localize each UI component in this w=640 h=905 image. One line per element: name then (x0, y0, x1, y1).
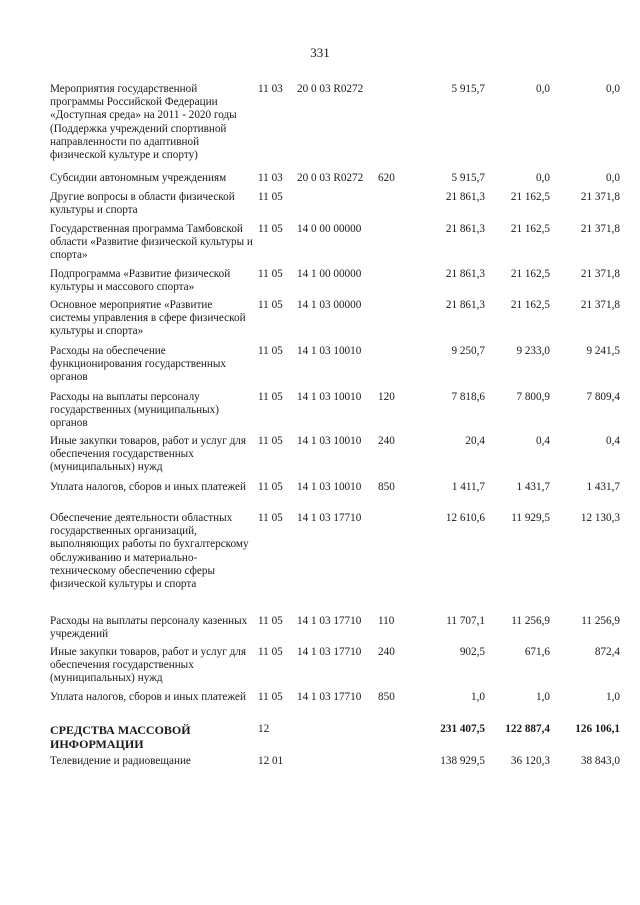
row-target-code: 14 1 03 10010 (297, 345, 362, 357)
row-name: Субсидии автономным учреждениям (50, 172, 227, 184)
row-name: Уплата налогов, сборов и иных платежей (50, 481, 246, 493)
row-value-year1: 21 861,3 (445, 268, 485, 280)
row-section-code: 11 05 (258, 512, 283, 524)
row-value-year3: 21 371,8 (580, 268, 620, 280)
row-section-code: 11 03 (258, 172, 283, 184)
row-value-year1: 21 861,3 (445, 299, 485, 311)
row-value-year2: 0,0 (536, 83, 550, 95)
row-name: СРЕДСТВА МАССОВОЙ ИНФОРМАЦИИ (50, 723, 191, 751)
row-value-year1: 1 411,7 (451, 481, 485, 493)
row-expense-type: 620 (378, 172, 395, 184)
row-value-year1: 5 915,7 (451, 83, 485, 95)
row-value-year1: 5 915,7 (451, 172, 485, 184)
row-section-code: 11 03 (258, 83, 283, 95)
row-value-year3: 0,0 (606, 83, 620, 95)
row-section-code: 11 05 (258, 191, 283, 203)
row-section-code: 12 01 (258, 755, 284, 767)
row-value-year3: 126 106,1 (575, 723, 620, 735)
row-value-year2: 9 233,0 (516, 345, 550, 357)
row-section-code: 11 05 (258, 391, 283, 403)
row-value-year1: 138 929,5 (440, 755, 485, 767)
row-section-code: 11 05 (258, 691, 283, 703)
row-value-year2: 36 120,3 (510, 755, 550, 767)
page-number: 331 (310, 45, 330, 60)
row-value-year1: 902,5 (459, 646, 485, 658)
row-value-year2: 671,6 (524, 646, 550, 658)
row-target-code: 14 1 03 00000 (297, 299, 362, 311)
row-target-code: 14 1 03 10010 (297, 481, 362, 493)
row-section-code: 11 05 (258, 481, 283, 493)
row-value-year1: 9 250,7 (451, 345, 485, 357)
row-name: Иные закупки товаров, работ и услуг для обеспечения государственных (муниципальных) нужд (50, 646, 247, 685)
row-value-year1: 1,0 (471, 691, 485, 703)
row-value-year3: 0,0 (606, 172, 620, 184)
row-value-year2: 11 929,5 (511, 512, 550, 524)
row-section-code: 11 05 (258, 646, 283, 658)
row-section-code: 11 05 (258, 223, 283, 235)
row-expense-type: 110 (378, 615, 395, 627)
row-target-code: 14 1 03 17710 (297, 512, 362, 524)
row-section-code: 11 05 (258, 435, 283, 447)
row-expense-type: 120 (378, 391, 395, 403)
row-expense-type: 850 (378, 481, 395, 493)
row-name: Другие вопросы в области физической культуры и спорта (50, 191, 235, 217)
row-value-year2: 0,0 (536, 172, 550, 184)
row-value-year3: 21 371,8 (580, 299, 620, 311)
row-value-year2: 122 887,4 (505, 723, 550, 735)
row-value-year2: 21 162,5 (510, 191, 550, 203)
row-value-year2: 11 256,9 (511, 615, 550, 627)
row-value-year3: 872,4 (594, 646, 620, 658)
row-value-year2: 0,4 (536, 435, 550, 447)
row-name: Подпрограмма «Развитие физической культуры и массового спорта» (50, 268, 231, 294)
row-name: Основное мероприятие «Развитие системы управления в сфере физической культуры и спорта» (50, 299, 246, 338)
row-name: Расходы на выплаты персоналу казенных учреждений (50, 615, 248, 641)
row-name: Расходы на обеспечение функционирования государственных органов (50, 345, 226, 384)
row-name: Иные закупки товаров, работ и услуг для обеспечения государственных (муниципальных) нужд (50, 435, 247, 474)
row-value-year3: 0,4 (606, 435, 620, 447)
row-value-year1: 7 818,6 (451, 391, 485, 403)
row-target-code: 14 1 03 10010 (297, 391, 362, 403)
row-name: Государственная программа Тамбовской области «Развитие физической культуры и спорта» (50, 223, 253, 262)
row-target-code: 14 1 00 00000 (297, 268, 362, 280)
row-value-year3: 38 843,0 (580, 755, 620, 767)
row-name: Уплата налогов, сборов и иных платежей (50, 691, 246, 703)
row-name: Расходы на выплаты персоналу государственных (муниципальных) органов (50, 391, 219, 430)
row-name: Телевидение и радиовещание (50, 755, 191, 767)
row-value-year3: 1 431,7 (586, 481, 620, 493)
row-value-year1: 231 407,5 (440, 723, 485, 735)
row-value-year2: 1,0 (536, 691, 550, 703)
row-target-code: 20 0 03 R0272 (297, 172, 364, 184)
row-section-code: 11 05 (258, 268, 283, 280)
row-name: Мероприятия государственной программы Российской Федерации «Доступная среда» на 2011 - 2020 годы (Поддержка учреждений спортивной направленности по адаптивной физической культуре и спорту) (50, 83, 237, 162)
row-value-year3: 21 371,8 (580, 223, 620, 235)
row-expense-type: 240 (378, 435, 395, 447)
row-expense-type: 850 (378, 691, 395, 703)
row-value-year3: 9 241,5 (586, 345, 620, 357)
row-section-code: 12 (258, 723, 270, 735)
row-value-year3: 11 256,9 (581, 615, 620, 627)
row-target-code: 14 0 00 00000 (297, 223, 362, 235)
row-expense-type: 240 (378, 646, 395, 658)
row-section-code: 11 05 (258, 615, 283, 627)
row-value-year3: 21 371,8 (580, 191, 620, 203)
row-value-year3: 12 130,3 (580, 512, 620, 524)
row-target-code: 14 1 03 17710 (297, 615, 362, 627)
row-name: Обеспечение деятельности областных государственных организаций, выполняющих работы по бухгалтерскому обслуживанию и материально-техническому обеспечению сферы физической культуры и спорта (50, 512, 249, 591)
row-value-year2: 1 431,7 (516, 481, 550, 493)
row-value-year2: 21 162,5 (510, 299, 550, 311)
row-value-year1: 11 707,1 (446, 615, 485, 627)
row-target-code: 14 1 03 17710 (297, 646, 362, 658)
row-value-year1: 21 861,3 (445, 191, 485, 203)
row-value-year1: 20,4 (465, 435, 485, 447)
row-value-year2: 21 162,5 (510, 223, 550, 235)
row-value-year2: 7 800,9 (516, 391, 550, 403)
row-target-code: 14 1 03 10010 (297, 435, 362, 447)
row-value-year1: 12 610,6 (445, 512, 485, 524)
row-value-year3: 1,0 (606, 691, 620, 703)
row-value-year1: 21 861,3 (445, 223, 485, 235)
row-section-code: 11 05 (258, 299, 283, 311)
row-target-code: 14 1 03 17710 (297, 691, 362, 703)
row-section-code: 11 05 (258, 345, 283, 357)
row-value-year2: 21 162,5 (510, 268, 550, 280)
row-value-year3: 7 809,4 (586, 391, 620, 403)
row-target-code: 20 0 03 R0272 (297, 83, 364, 95)
